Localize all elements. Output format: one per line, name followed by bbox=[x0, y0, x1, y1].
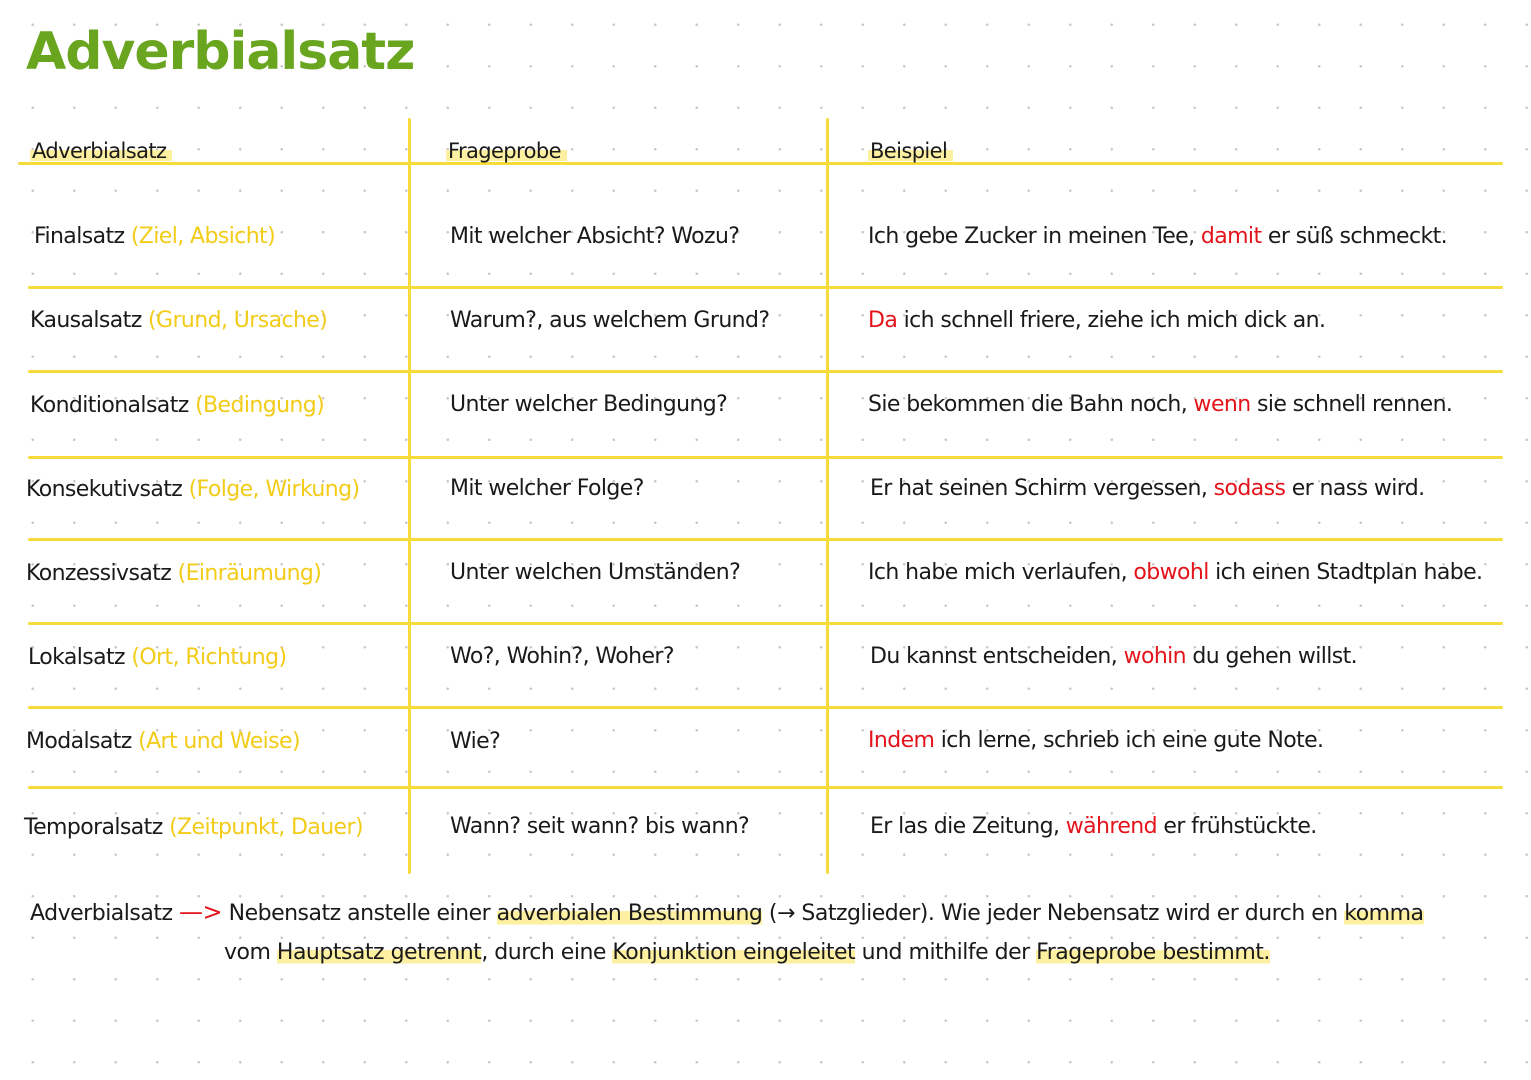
clause-note: (Zeitpunkt, Dauer) bbox=[169, 815, 363, 840]
table-row-konditionalsatz-example bbox=[868, 392, 1452, 417]
table-row-modalsatz-type bbox=[26, 729, 300, 754]
example-text: er frühstückte. bbox=[1157, 814, 1317, 839]
row-divider bbox=[28, 786, 1503, 789]
column-divider bbox=[408, 118, 411, 874]
summary-text: Nebensatz anstelle einer bbox=[228, 901, 497, 926]
clause-note: (Ziel, Absicht) bbox=[130, 224, 276, 249]
example-text: Du kannst entscheiden, bbox=[870, 644, 1124, 669]
table-row-konzessivsatz-example bbox=[868, 560, 1482, 585]
conjunction: sodass bbox=[1213, 476, 1286, 501]
summary-line-2 bbox=[224, 940, 1270, 965]
table-row-finalsatz-question: Mit welcher Absicht? Wozu? bbox=[450, 224, 740, 249]
table-row-temporalsatz-question: Wann? seit wann? bis wann? bbox=[450, 814, 750, 839]
column-header-adverbialsatz: Adverbialsatz bbox=[30, 139, 172, 163]
clause-name: Lokalsatz bbox=[28, 645, 125, 670]
row-divider bbox=[28, 622, 1503, 625]
clause-name: Modalsatz bbox=[26, 729, 132, 754]
summary-line-1 bbox=[30, 898, 1424, 926]
table-row-lokalsatz-type bbox=[28, 645, 286, 670]
conjunction: Da bbox=[868, 308, 898, 333]
table-row-kausalsatz-question: Warum?, aus welchem Grund? bbox=[450, 308, 770, 333]
example-text: ich lerne, schrieb ich eine gute Note. bbox=[934, 728, 1324, 753]
example-text: sie schnell rennen. bbox=[1250, 392, 1453, 417]
example-text: Er hat seinen Schirm vergessen, bbox=[870, 476, 1214, 501]
table-row-konditionalsatz-question: Unter welcher Bedingung? bbox=[450, 392, 728, 417]
clause-name: Konsekutivsatz bbox=[26, 477, 183, 502]
table-row-konzessivsatz-type bbox=[26, 561, 321, 586]
summary-text: und mithilfe der bbox=[855, 940, 1037, 965]
summary-highlight: komma bbox=[1344, 901, 1424, 926]
header-underline bbox=[18, 162, 1503, 165]
table-row-konsekutivsatz-type bbox=[26, 477, 359, 502]
row-divider bbox=[28, 538, 1503, 541]
clause-note: (Ort, Richtung) bbox=[131, 645, 287, 670]
arrow-right-icon: —> bbox=[179, 898, 223, 926]
clause-note: (Bedingung) bbox=[195, 393, 325, 418]
column-header-frageprobe: Frageprobe bbox=[446, 139, 567, 163]
table-row-kausalsatz-example bbox=[868, 308, 1325, 333]
table-row-lokalsatz-example bbox=[870, 644, 1357, 669]
example-text: du gehen willst. bbox=[1186, 644, 1358, 669]
table-row-konditionalsatz-type bbox=[30, 393, 324, 418]
clause-note: (Grund, Ursache) bbox=[148, 308, 328, 333]
summary-term: Adverbialsatz bbox=[30, 901, 173, 926]
conjunction: obwohl bbox=[1133, 560, 1209, 585]
row-divider bbox=[28, 456, 1503, 459]
clause-note: (Einräumung) bbox=[177, 561, 322, 586]
row-divider bbox=[28, 706, 1503, 709]
clause-name: Konditionalsatz bbox=[30, 393, 189, 418]
example-text: ich schnell friere, ziehe ich mich dick an. bbox=[897, 308, 1326, 333]
clause-name: Finalsatz bbox=[34, 224, 125, 249]
example-text: Ich gebe Zucker in meinen Tee, bbox=[868, 224, 1201, 249]
row-divider bbox=[28, 370, 1503, 373]
summary-text: (→ Satzglieder). Wie jeder Nebensatz wird er durch en bbox=[762, 901, 1345, 926]
conjunction: während bbox=[1065, 814, 1158, 839]
example-text: er nass wird. bbox=[1285, 476, 1425, 501]
example-text: Sie bekommen die Bahn noch, bbox=[868, 392, 1194, 417]
clause-name: Konzessivsatz bbox=[26, 561, 172, 586]
table-row-finalsatz-example bbox=[868, 224, 1447, 249]
example-text: Ich habe mich verlaufen, bbox=[868, 560, 1134, 585]
table-row-konsekutivsatz-example bbox=[870, 476, 1425, 501]
conjunction: Indem bbox=[868, 728, 935, 753]
summary-highlight: adverbialen Bestimmung bbox=[496, 901, 763, 926]
table-row-temporalsatz-example bbox=[870, 814, 1317, 839]
clause-note: (Art und Weise) bbox=[138, 729, 300, 754]
table-row-konsekutivsatz-question: Mit welcher Folge? bbox=[450, 476, 644, 501]
example-text: Er las die Zeitung, bbox=[870, 814, 1066, 839]
clause-name: Kausalsatz bbox=[30, 308, 142, 333]
conjunction: damit bbox=[1200, 224, 1262, 249]
clause-name: Temporalsatz bbox=[24, 815, 163, 840]
table-row-finalsatz-type bbox=[34, 224, 275, 249]
conjunction: wenn bbox=[1193, 392, 1251, 417]
column-divider bbox=[826, 118, 829, 874]
summary-text: vom bbox=[224, 940, 277, 965]
page-title: Adverbialsatz bbox=[26, 22, 415, 82]
summary-text: , durch eine bbox=[481, 940, 613, 965]
table-row-konzessivsatz-question: Unter welchen Umständen? bbox=[450, 560, 741, 585]
table-row-lokalsatz-question: Wo?, Wohin?, Woher? bbox=[450, 644, 674, 669]
table-row-modalsatz-example bbox=[868, 728, 1323, 753]
summary-highlight: Frageprobe bestimmt. bbox=[1036, 940, 1270, 965]
example-text: ich einen Stadtplan habe. bbox=[1208, 560, 1483, 585]
row-divider bbox=[28, 286, 1503, 289]
column-header-beispiel: Beispiel bbox=[868, 139, 953, 163]
table-row-kausalsatz-type bbox=[30, 308, 327, 333]
table-row-modalsatz-question: Wie? bbox=[450, 729, 501, 754]
summary-highlight: Konjunktion eingeleitet bbox=[612, 940, 856, 965]
clause-note: (Folge, Wirkung) bbox=[188, 477, 360, 502]
table-row-temporalsatz-type bbox=[24, 815, 363, 840]
summary-highlight: Hauptsatz getrennt bbox=[276, 940, 482, 965]
conjunction: wohin bbox=[1123, 644, 1187, 669]
example-text: er süß schmeckt. bbox=[1261, 224, 1448, 249]
